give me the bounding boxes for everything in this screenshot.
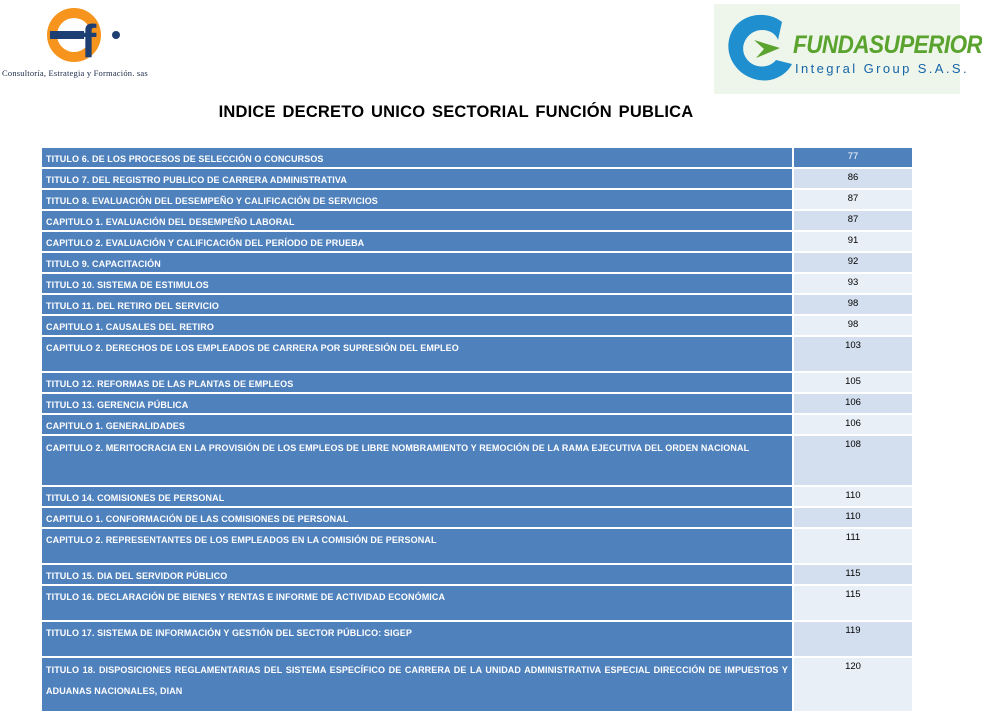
entry-page: 86 (794, 169, 912, 188)
entry-page: 77 (794, 148, 912, 167)
table-row (42, 232, 912, 253)
index-table (42, 148, 912, 713)
entry-title: CAPITULO 1. GENERALIDADES (42, 415, 794, 434)
table-row (42, 211, 912, 232)
cef-logo (0, 0, 178, 86)
table-row (42, 586, 912, 622)
table-row (42, 190, 912, 211)
entry-title: TITULO 13. GERENCIA PÚBLICA (42, 394, 794, 413)
page-title: INDICE DECRETO UNICO SECTORIAL FUNCIÓN PUBLICA (218, 103, 694, 121)
entry-page: 108 (794, 436, 912, 485)
entry-page: 105 (794, 373, 912, 392)
table-row (42, 274, 912, 295)
entry-title: CAPITULO 2. EVALUACIÓN Y CALIFICACIÓN DEL PERÍODO DE PRUEBA (42, 232, 794, 251)
table-row (42, 487, 912, 508)
table-row (42, 394, 912, 415)
entry-page: 110 (794, 487, 912, 506)
entry-title: TITULO 9. CAPACITACIÓN (42, 253, 794, 272)
entry-page: 87 (794, 211, 912, 230)
entry-title: TITULO 7. DEL REGISTRO PUBLICO DE CARRERA ADMINISTRATIVA (42, 169, 794, 188)
entry-page: 110 (794, 508, 912, 527)
entry-page: 93 (794, 274, 912, 293)
entry-page: 120 (794, 658, 912, 711)
entry-title: CAPITULO 2. REPRESENTANTES DE LOS EMPLEADOS EN LA COMISIÓN DE PERSONAL (42, 529, 794, 563)
table-row (42, 253, 912, 274)
table-row (42, 658, 912, 713)
entry-page: 91 (794, 232, 912, 251)
table-row (42, 415, 912, 436)
entry-title: TITULO 6. DE LOS PROCESOS DE SELECCIÓN O CONCURSOS (42, 148, 794, 167)
fundasuperior-subtitle: Integral Group S.A.S. (795, 61, 969, 76)
entry-title: TITULO 16. DECLARACIÓN DE BIENES Y RENTAS E INFORME DE ACTIVIDAD ECONÓMICA (42, 586, 794, 620)
entry-page: 115 (794, 586, 912, 620)
entry-title: TITULO 8. EVALUACIÓN DEL DESEMPEÑO Y CALIFICACIÓN DE SERVICIOS (42, 190, 794, 209)
entry-page: 98 (794, 295, 912, 314)
table-row (42, 508, 912, 529)
entry-title: TITULO 15. DIA DEL SERVIDOR PÚBLICO (42, 565, 794, 584)
entry-title: CAPITULO 2. MERITOCRACIA EN LA PROVISIÓN DE LOS EMPLEOS DE LIBRE NOMBRAMIENTO Y REMOCIÓN DE LA RAMA EJECUTIVA DEL ORDEN NACIONAL (42, 436, 794, 485)
table-row (42, 529, 912, 565)
entry-page: 92 (794, 253, 912, 272)
table-row (42, 436, 912, 487)
table-row (42, 316, 912, 337)
entry-page: 106 (794, 415, 912, 434)
entry-title: TITULO 12. REFORMAS DE LAS PLANTAS DE EMPLEOS (42, 373, 794, 392)
table-row (42, 373, 912, 394)
entry-title: CAPITULO 1. CONFORMACIÓN DE LAS COMISIONES DE PERSONAL (42, 508, 794, 527)
table-row (42, 169, 912, 190)
entry-page: 111 (794, 529, 912, 563)
cef-emblem-icon (34, 2, 144, 66)
entry-page: 98 (794, 316, 912, 335)
table-row (42, 295, 912, 316)
entry-page: 106 (794, 394, 912, 413)
table-row (42, 622, 912, 658)
fundasuperior-emblem-icon (720, 8, 798, 90)
entry-page: 103 (794, 337, 912, 371)
table-row (42, 565, 912, 586)
entry-title: CAPITULO 2. DERECHOS DE LOS EMPLEADOS DE CARRERA POR SUPRESIÓN DEL EMPLEO (42, 337, 794, 371)
entry-page: 87 (794, 190, 912, 209)
svg-text:f: f (81, 15, 97, 67)
entry-title: TITULO 17. SISTEMA DE INFORMACIÓN Y GESTIÓN DEL SECTOR PÚBLICO: SIGEP (42, 622, 794, 656)
fundasuperior-brand: FUNDASUPERIOR (793, 31, 982, 59)
entry-title: TITULO 14. COMISIONES DE PERSONAL (42, 487, 794, 506)
entry-title: TITULO 18. DISPOSICIONES REGLAMENTARIAS DEL SISTEMA ESPECÍFICO DE CARRERA DE LA UNIDAD ADMINISTRATIVA ESPECIAL DIRECCIÓN DE IMPUESTOS Y ADUANAS NACIONALES, DIAN (42, 658, 794, 711)
entry-title: TITULO 11. DEL RETIRO DEL SERVICIO (42, 295, 794, 314)
cef-tagline: Consultoría, Estrategia y Formación. sas (2, 68, 148, 78)
entry-title: CAPITULO 1. CAUSALES DEL RETIRO (42, 316, 794, 335)
entry-page: 119 (794, 622, 912, 656)
fundasuperior-logo (714, 4, 982, 94)
entry-page: 115 (794, 565, 912, 584)
entry-title: TITULO 10. SISTEMA DE ESTIMULOS (42, 274, 794, 293)
entry-title: CAPITULO 1. EVALUACIÓN DEL DESEMPEÑO LABORAL (42, 211, 794, 230)
table-row (42, 337, 912, 373)
table-row (42, 148, 912, 169)
